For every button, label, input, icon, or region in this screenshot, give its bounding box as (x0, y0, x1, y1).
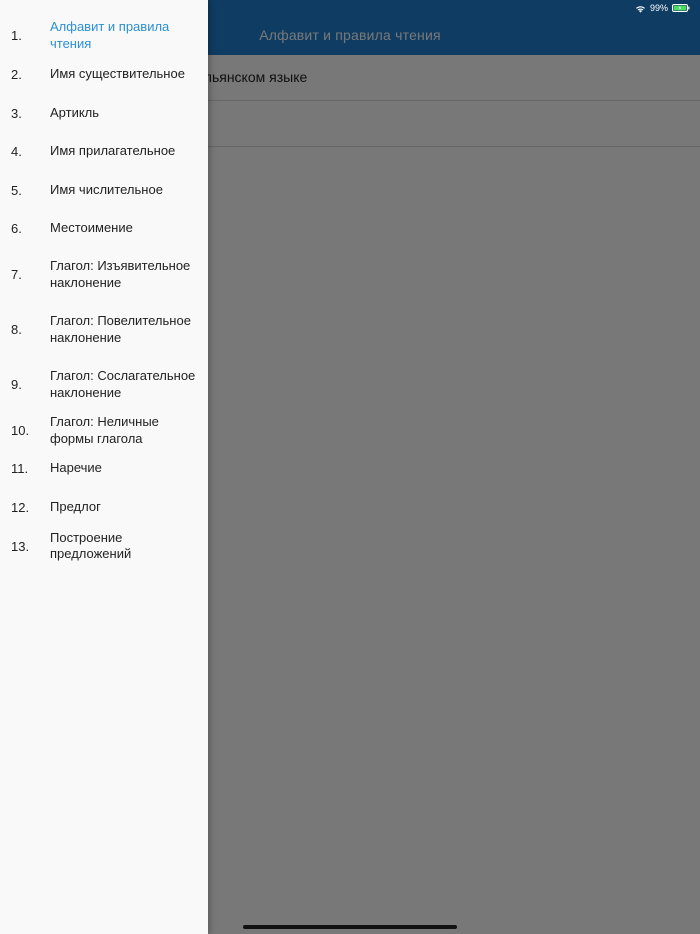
drawer-item-label: Наречие (50, 460, 102, 476)
drawer-menu-item[interactable] (0, 94, 208, 132)
drawer-item-number: 6. (11, 220, 22, 236)
drawer-item-label: Имя числительное (50, 181, 163, 197)
drawer-menu-item[interactable] (0, 302, 208, 357)
drawer-item-label: Глагол: Повелительное наклонение (50, 313, 191, 345)
drawer-item-number: 2. (11, 67, 22, 82)
drawer-menu (0, 16, 208, 566)
drawer-item-number: 8. (11, 322, 22, 337)
drawer-menu-item[interactable] (0, 247, 208, 302)
drawer-item-number: 7. (11, 267, 22, 282)
drawer-item-label: Глагол: Изъявительное наклонение (50, 258, 191, 290)
drawer-item-number: 9. (11, 377, 22, 392)
drawer-item-number: 4. (11, 144, 22, 159)
drawer-item-number: 12. (11, 499, 30, 515)
side-drawer (0, 0, 208, 934)
drawer-item-label: Алфавит и правила чтения (50, 19, 170, 51)
drawer-item-label: Построение предложений (50, 529, 132, 561)
drawer-menu-item[interactable] (0, 449, 208, 488)
drawer-menu-item[interactable] (0, 55, 208, 94)
status-right (635, 3, 690, 13)
drawer-menu-item[interactable] (0, 488, 208, 526)
drawer-item-label: Глагол: Неличные формы глагола (50, 414, 159, 446)
drawer-item-number: 10. (11, 423, 30, 438)
drawer-item-label: Артикль (50, 104, 100, 120)
drawer-item-label: Местоимение (50, 219, 133, 235)
home-indicator[interactable] (243, 925, 457, 929)
drawer-item-number: 1. (11, 28, 22, 43)
drawer-item-number: 5. (11, 182, 22, 198)
drawer-item-label: Глагол: Сослагательное наклонение (50, 368, 196, 400)
drawer-menu-item[interactable] (0, 209, 208, 247)
drawer-menu-item[interactable] (0, 357, 208, 412)
wifi-icon (635, 4, 646, 13)
drawer-menu-item[interactable] (0, 132, 208, 171)
drawer-item-number: 13. (11, 538, 30, 554)
drawer-menu-item[interactable] (0, 526, 208, 566)
battery-icon (672, 4, 690, 12)
drawer-item-number: 3. (11, 105, 22, 121)
drawer-item-label: Имя существительное (50, 66, 185, 82)
drawer-menu-item[interactable] (0, 412, 208, 449)
drawer-item-number: 11. (11, 461, 29, 476)
drawer-menu-item[interactable] (0, 171, 208, 209)
drawer-menu-item[interactable] (0, 16, 208, 55)
battery-percent: 99% (649, 3, 668, 13)
drawer-item-label: Имя прилагательное (50, 143, 176, 159)
drawer-item-label: Предлог (50, 498, 101, 514)
